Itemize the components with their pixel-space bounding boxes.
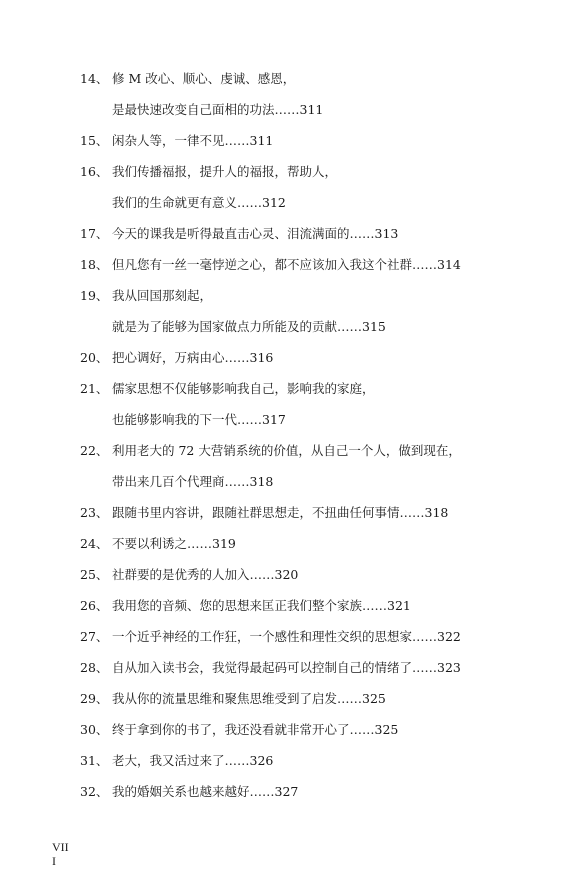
page-number-line-1: VII — [52, 840, 69, 854]
toc-entry-number: 20、 — [80, 350, 109, 365]
toc-entry-number: 19、 — [80, 288, 109, 303]
toc-entry-title: 把心调好，万病由心……316 — [112, 350, 274, 365]
toc-entry-title-continued: 是最快速改变自己面相的功法……311 — [112, 102, 324, 117]
toc-entry-title: 儒家思想不仅能够影响我自己，影响我的家庭， — [112, 381, 375, 396]
toc-entry-title-continued: 就是为了能够为国家做点力所能及的贡献……315 — [112, 319, 386, 334]
toc-entry-number: 16、 — [80, 164, 109, 179]
toc-entry-title: 不要以利诱之……319 — [112, 536, 236, 551]
toc-entry-title: 社群要的是优秀的人加入……320 — [112, 567, 299, 582]
toc-entry-number: 14、 — [80, 71, 109, 86]
toc-entry-title: 我们传播福报，提升人的福报，帮助人， — [112, 164, 338, 179]
page-number-line-2: I — [52, 854, 56, 868]
toc-entry-number: 17、 — [80, 226, 109, 241]
toc-entry-number: 24、 — [80, 536, 109, 551]
toc-entry-title: 我从你的流量思维和聚焦思维受到了启发……325 — [112, 691, 386, 706]
toc-entry-title-continued: 我们的生命就更有意义……312 — [112, 195, 286, 210]
toc-entry-title: 闲杂人等，一律不见……311 — [112, 133, 274, 148]
toc-entry-title: 终于拿到你的书了，我还没看就非常开心了……325 — [112, 722, 399, 737]
toc-entry-title-continued: 也能够影响我的下一代……317 — [112, 412, 286, 427]
toc-entry-title: 一个近乎神经的工作狂，一个感性和理性交织的思想家……322 — [112, 629, 461, 644]
toc-entry-number: 32、 — [80, 784, 109, 799]
toc-entry-title: 老大，我又活过来了……326 — [112, 753, 274, 768]
toc-entry-title: 我用您的音频、您的思想来匡正我们整个家族……321 — [112, 598, 411, 613]
toc-entry-number: 28、 — [80, 660, 109, 675]
toc-entry-number: 27、 — [80, 629, 109, 644]
toc-entry-title: 但凡您有一丝一毫悖逆之心，都不应该加入我这个社群……314 — [112, 257, 461, 272]
toc-entry-number: 26、 — [80, 598, 109, 613]
toc-entry-title: 修 M 改心、顺心、虔诚、感恩， — [112, 71, 296, 86]
toc-entry-number: 30、 — [80, 722, 109, 737]
toc-entry-title: 我的婚姻关系也越来越好……327 — [112, 784, 299, 799]
toc-entry-title: 跟随书里内容讲，跟随社群思想走，不扭曲任何事情……318 — [112, 505, 449, 520]
toc-entry-number: 29、 — [80, 691, 109, 706]
toc-entry-number: 15、 — [80, 133, 109, 148]
toc-entry-title: 利用老大的 72 大营销系统的价值，从自己一个人，做到现在， — [112, 443, 461, 458]
toc-entry-number: 25、 — [80, 567, 109, 582]
toc-entry-number: 18、 — [80, 257, 109, 272]
toc-entry-number: 31、 — [80, 753, 109, 768]
toc-entry-title: 我从回国那刻起， — [112, 288, 213, 303]
toc-entry-number: 21、 — [80, 381, 109, 396]
toc-entry-title: 自从加入读书会，我觉得最起码可以控制自己的情绪了……323 — [112, 660, 461, 675]
toc-entry-title: 今天的课我是听得最直击心灵、泪流满面的……313 — [112, 226, 399, 241]
toc-entry-number: 23、 — [80, 505, 109, 520]
toc-entry-number: 22、 — [80, 443, 109, 458]
toc-entry-title-continued: 带出来几百个代理商……318 — [112, 474, 274, 489]
